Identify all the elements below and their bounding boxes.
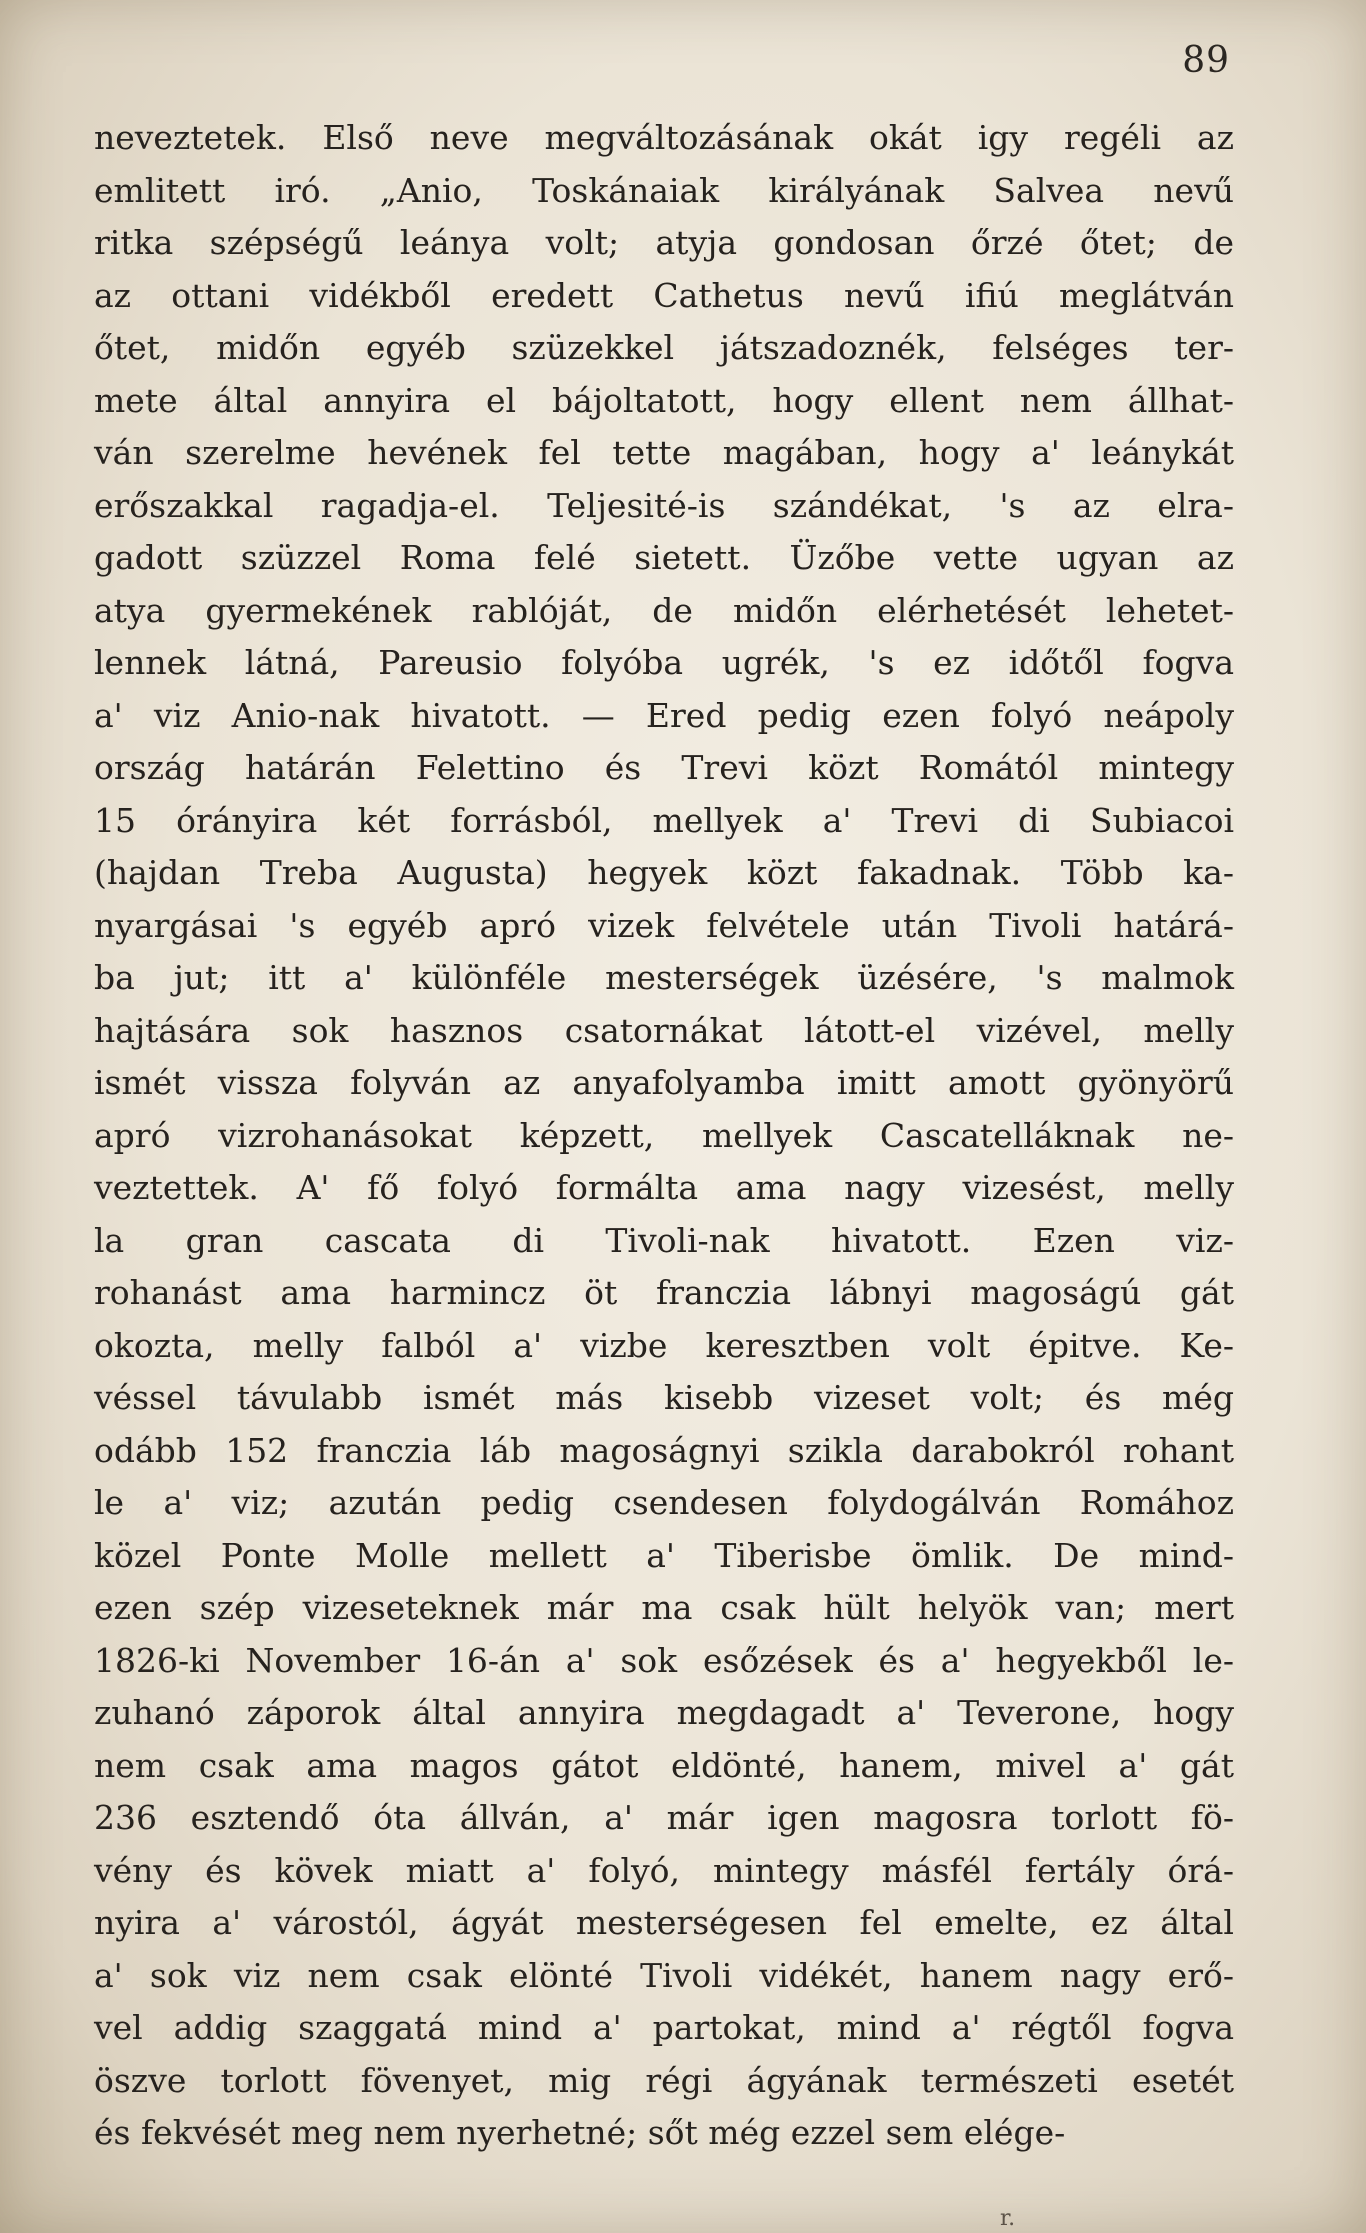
text-line: nyira a' várostól, ágyát mesterségesen fel emelte, ez által <box>94 1903 1234 1942</box>
text-line: zuhanó záporok által annyira megdagadt a' Teverone, hogy <box>94 1693 1234 1732</box>
text-line: le a' viz; azután pedig csendesen folydogálván Romához <box>94 1483 1234 1522</box>
text-line: ismét vissza folyván az anyafolyamba imitt amott gyönyörű <box>94 1063 1234 1102</box>
text-line: atya gyermekének rablóját, de midőn elérhetését lehetet- <box>94 590 1234 630</box>
text-line: emlitett iró. „Anio, Toskánaiak királyának Salvea nevű <box>94 170 1234 210</box>
text-line: okozta, melly falból a' vizbe keresztben volt épitve. Ke- <box>94 1325 1234 1365</box>
text-line: (hajdan Treba Augusta) hegyek közt fakadnak. Több ka- <box>94 853 1234 892</box>
text-line: vel addig szaggatá mind a' partokat, mind a' régtől fogva <box>94 2008 1234 2047</box>
text-line: öszve torlott fövenyet, mig régi ágyának természeti esetét <box>94 2060 1234 2100</box>
text-line: őtet, midőn egyéb szüzekkel játszadoznék, felséges ter- <box>94 328 1234 367</box>
text-line: ezen szép vizeseteknek már ma csak hült helyök van; mert <box>94 1588 1234 1627</box>
text-line: ország határán Felettino és Trevi közt Romától mintegy <box>94 748 1234 787</box>
text-line: mete által annyira el bájoltatott, hogy ellent nem állhat- <box>94 380 1234 420</box>
text-line: nem csak ama magos gátot eldönté, hanem, mivel a' gát <box>94 1745 1234 1785</box>
body-text <box>94 112 1234 2160</box>
text-line: 15 órányira két forrásból, mellyek a' Trevi di Subiacoi <box>94 800 1234 840</box>
text-line: 236 esztendő óta állván, a' már igen magosra torlott fö- <box>94 1798 1234 1837</box>
text-line: veztettek. A' fő folyó formálta ama nagy vizesést, melly <box>94 1168 1234 1207</box>
text-line: gadott szüzzel Roma felé sietett. Üzőbe vette ugyan az <box>94 538 1234 577</box>
text-line: hajtására sok hasznos csatornákat látott-el vizével, melly <box>94 1010 1234 1050</box>
text-line: apró vizrohanásokat képzett, mellyek Cascatelláknak ne- <box>94 1115 1234 1155</box>
page-number: 89 <box>1182 40 1230 81</box>
text-line: odább 152 franczia láb magoságnyi szikla darabokról rohant <box>94 1430 1234 1470</box>
printer-mark: r. <box>1000 2206 1016 2231</box>
text-line: a' sok viz nem csak elönté Tivoli vidékét, hanem nagy erő- <box>94 1955 1234 1995</box>
text-line: neveztetek. Első neve megváltozásának okát igy regéli az <box>94 118 1234 157</box>
text-line: ván szerelme hevének fel tette magában, hogy a' leánykát <box>94 433 1234 472</box>
text-line: az ottani vidékből eredett Cathetus nevű ifiú meglátván <box>94 275 1234 315</box>
text-line: ba jut; itt a' különféle mesterségek üzésére, 's malmok <box>94 958 1234 997</box>
text-line: rohanást ama harmincz öt franczia lábnyi magoságú gát <box>94 1273 1234 1312</box>
text-line: véssel távulabb ismét más kisebb vizeset volt; és még <box>94 1378 1234 1417</box>
text-line: és fekvését meg nem nyerhetné; sőt még ezzel sem elége- <box>94 2113 1066 2152</box>
text-line: nyargásai 's egyéb apró vizek felvétele után Tivoli határá- <box>94 905 1234 945</box>
text-line: 1826-ki November 16-án a' sok esőzések és a' hegyekből le- <box>94 1640 1234 1680</box>
text-line: ritka szépségű leánya volt; atyja gondosan őrzé őtet; de <box>94 223 1234 262</box>
text-line: vény és kövek miatt a' folyó, mintegy másfél fertály órá- <box>94 1850 1234 1890</box>
text-line: közel Ponte Molle mellett a' Tiberisbe ömlik. De mind- <box>94 1535 1234 1575</box>
text-line: erőszakkal ragadja-el. Teljesité-is szándékat, 's az elra- <box>94 485 1234 525</box>
text-line: la gran cascata di Tivoli-nak hivatott. Ezen viz- <box>94 1220 1234 1260</box>
text-line: a' viz Anio-nak hivatott. — Ered pedig ezen folyó neápoly <box>94 695 1234 735</box>
text-line: lennek látná, Pareusio folyóba ugrék, 's ez időtől fogva <box>94 643 1234 682</box>
